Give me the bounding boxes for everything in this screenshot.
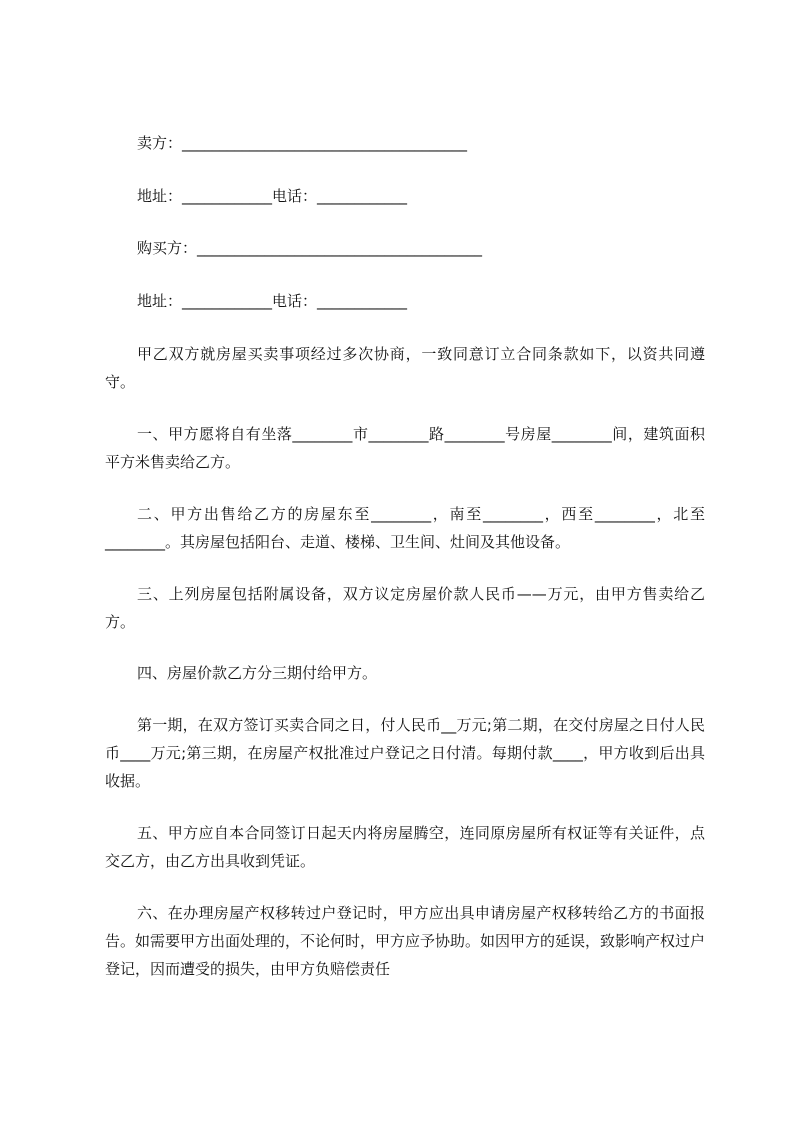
- buyer-address-field: 地址：____________电话：____________: [137, 292, 408, 310]
- seller-field: 卖方：______________________________________: [137, 134, 468, 152]
- seller-address-field: 地址：____________电话：____________: [137, 187, 408, 205]
- preamble-paragraph: 甲乙双方就房屋买卖事项经过多次协商，一致同意订立合同条款如下，以资共同遵守。: [105, 345, 705, 391]
- clause-6: 六、在办理房屋产权移转过户登记时，甲方应出具申请房屋产权移转给乙方的书面报告。如需要甲方出面处理的，不论何时，甲方应予协助。如因甲方的延误，致影响产权过户登记，因而遭受的损失，由甲方负赔偿责任: [105, 904, 706, 978]
- buyer-field: 购买方：______________________________________: [137, 239, 483, 257]
- clause-4-detail: 第一期，在双方签订买卖合同之日，付人民币__万元;第二期，在交付房屋之日付人民币____万元;第三期，在房屋产权批准过户登记之日付清。每期付款____，甲方收到后出具收据。: [105, 716, 705, 790]
- clause-3: 三、上列房屋包括附属设备，双方议定房屋价款人民币——万元，由甲方售卖给乙方。: [105, 585, 705, 631]
- clause-5: 五、甲方应自本合同签订日起天内将房屋腾空，连同原房屋所有权证等有关证件，点交乙方，由乙方出具收到凭证。: [105, 824, 705, 870]
- clause-4: 四、房屋价款乙方分三期付给甲方。: [137, 664, 378, 682]
- clause-2: 二、甲方出售给乙方的房屋东至________，南至________，西至________，北至________。其房屋包括阳台、走道、楼梯、卫生间、灶间及其他设备。: [105, 505, 705, 551]
- clause-1: 一、甲方愿将自有坐落________市________路________号房屋________间，建筑面积平方米售卖给乙方。: [105, 425, 705, 471]
